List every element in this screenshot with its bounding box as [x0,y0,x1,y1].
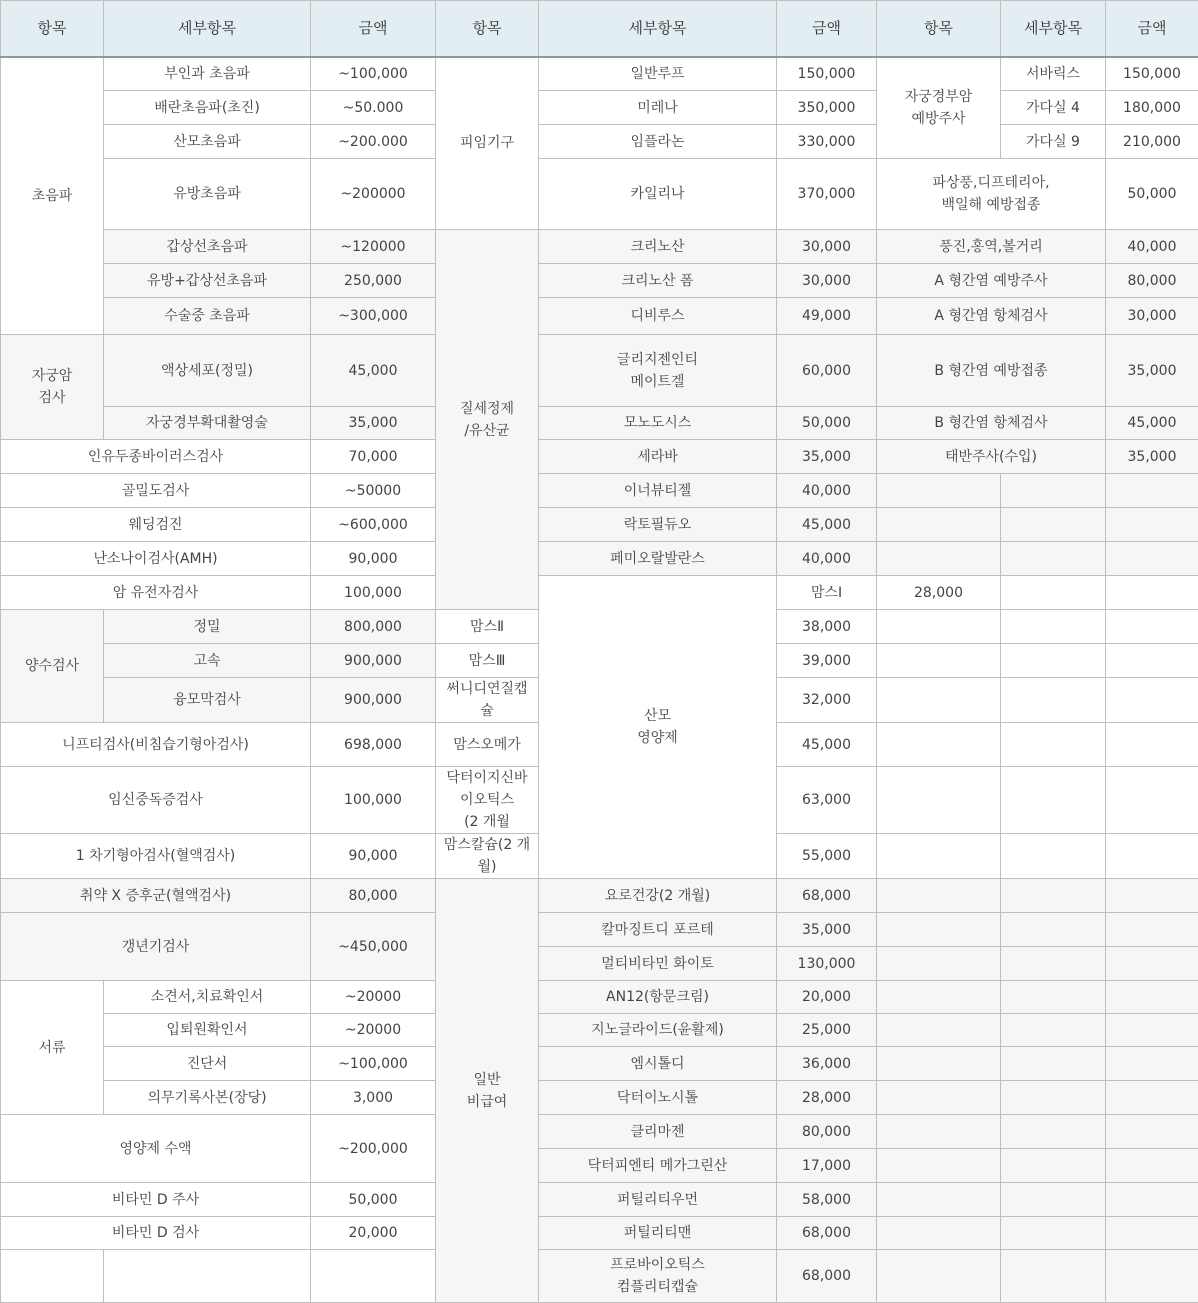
header-category: 항목 [436,1,539,57]
price-cell: 150,000 [1106,57,1198,91]
table-row [1,1183,1198,1217]
detail-cell: 갑상선초음파 [104,230,311,264]
empty-cell [1,1250,104,1303]
detail-cell: 비타민 D 주사 [1,1183,311,1217]
table-row [1,508,1198,542]
header-detail: 세부항목 [104,1,311,57]
detail-cell: A 형간염 예방주사 [877,264,1106,298]
table-row [1,407,1198,440]
empty-cell [877,723,1001,767]
detail-cell: 맘스오메가 [436,723,539,767]
price-cell: 90,000 [311,542,436,576]
empty-cell [1106,834,1198,879]
price-cell: ~450,000 [311,913,436,981]
detail-cell: 액상세포(정밀) [104,335,311,407]
detail-cell: 유방+갑상선초음파 [104,264,311,298]
detail-cell: 의무기록사본(장당) [104,1081,311,1115]
table-row [1,576,1198,610]
price-cell: 30,000 [777,264,877,298]
empty-cell [1106,474,1198,508]
empty-cell [1106,913,1198,947]
detail-cell: 풍진,홍역,볼거리 [877,230,1106,264]
price-cell: 150,000 [777,57,877,91]
detail-cell: 인유두종바이러스검사 [1,440,311,474]
price-cell: 35,000 [1106,335,1198,407]
empty-cell [1001,1047,1106,1081]
detail-cell: 페미오랄발란스 [539,542,777,576]
detail-cell: 글리지젠인티 메이트겔 [539,335,777,407]
header-row [1,1,1198,57]
detail-cell: 갱년기검사 [1,913,311,981]
empty-cell [1106,981,1198,1014]
price-cell: 45,000 [777,508,877,542]
empty-cell [877,1014,1001,1047]
detail-cell: 맘스Ⅱ [436,610,539,644]
empty-cell [1106,1183,1198,1217]
price-cell: 25,000 [777,1014,877,1047]
price-cell: 330,000 [777,125,877,159]
price-cell: 100,000 [311,576,436,610]
price-cell: 20,000 [311,1217,436,1250]
table-row [1,264,1198,298]
price-cell: 58,000 [777,1183,877,1217]
empty-cell [877,1250,1001,1303]
detail-cell: 암 유전자검사 [1,576,311,610]
header-detail: 세부항목 [539,1,777,57]
empty-cell [1001,474,1106,508]
detail-cell: 크리노산 [539,230,777,264]
detail-cell: 진단서 [104,1047,311,1081]
detail-cell: B 형간염 예방접종 [877,335,1106,407]
empty-cell [877,1047,1001,1081]
table-row [1,1014,1198,1047]
price-cell: 49,000 [777,298,877,335]
category-cell: 산모 영양제 [539,576,777,879]
price-cell: 3,000 [311,1081,436,1115]
detail-cell: 난소나이검사(AMH) [1,542,311,576]
table-row [1,1115,1198,1149]
table-row [1,981,1198,1014]
header-detail: 세부항목 [1001,1,1106,57]
empty-cell [1106,1217,1198,1250]
empty-cell [1001,610,1106,644]
detail-cell: 융모막검사 [104,678,311,723]
detail-cell: 입퇴원확인서 [104,1014,311,1047]
detail-cell: 멀티비타민 화이토 [539,947,777,981]
detail-cell: 니프티검사(비침습기형아검사) [1,723,311,767]
detail-cell: 고속 [104,644,311,678]
price-cell: 40,000 [777,474,877,508]
price-cell: 370,000 [777,159,877,230]
empty-cell [1106,644,1198,678]
detail-cell: 수술중 초음파 [104,298,311,335]
detail-cell: 서바릭스 [1001,57,1106,91]
empty-cell [877,834,1001,879]
price-cell: 35,000 [1106,440,1198,474]
price-cell: 68,000 [777,879,877,913]
price-cell: ~20000 [311,1014,436,1047]
empty-cell [1106,723,1198,767]
price-cell: 40,000 [777,542,877,576]
category-cell: 일반 비급여 [436,879,539,1303]
detail-cell: 산모초음파 [104,125,311,159]
price-cell: 17,000 [777,1149,877,1183]
header-price: 금액 [311,1,436,57]
empty-cell [1106,1081,1198,1115]
header-category: 항목 [877,1,1001,57]
empty-cell [1001,834,1106,879]
empty-cell [1106,1250,1198,1303]
detail-cell: 유방초음파 [104,159,311,230]
category-cell: 서류 [1,981,104,1115]
table-row [1,879,1198,913]
detail-cell: 크리노산 폼 [539,264,777,298]
price-cell: 80,000 [777,1115,877,1149]
empty-cell [877,913,1001,947]
empty-cell [877,474,1001,508]
header-category: 항목 [1,1,104,57]
detail-cell: 일반루프 [539,57,777,91]
price-cell: ~300,000 [311,298,436,335]
price-cell: 900,000 [311,678,436,723]
detail-cell: 맘스Ⅰ [777,576,877,610]
price-cell: 60,000 [777,335,877,407]
price-cell: ~20000 [311,981,436,1014]
category-cell: 양수검사 [1,610,104,723]
header-price: 금액 [777,1,877,57]
empty-cell [1106,610,1198,644]
table-row [1,474,1198,508]
empty-cell [1001,981,1106,1014]
empty-cell [877,767,1001,834]
table-row [1,57,1198,91]
price-cell: ~200,000 [311,1115,436,1183]
empty-cell [1106,1115,1198,1149]
detail-cell: 태반주사(수입) [877,440,1106,474]
empty-cell [1001,576,1106,610]
detail-cell: 미레나 [539,91,777,125]
price-cell: 50,000 [311,1183,436,1217]
price-cell: ~100,000 [311,57,436,91]
price-cell: 63,000 [777,767,877,834]
empty-cell [311,1250,436,1303]
detail-cell: 자궁경부확대촬영술 [104,407,311,440]
header-price: 금액 [1106,1,1198,57]
price-cell: 900,000 [311,644,436,678]
table-row [1,1250,1198,1303]
price-cell: 68,000 [777,1217,877,1250]
empty-cell [1106,542,1198,576]
empty-cell [1001,678,1106,723]
empty-cell [1001,1014,1106,1047]
detail-cell: 클리마젠 [539,1115,777,1149]
empty-cell [877,1115,1001,1149]
detail-cell: 닥터이노시톨 [539,1081,777,1115]
price-cell: 100,000 [311,767,436,834]
table-row [1,1081,1198,1115]
price-cell: 30,000 [777,230,877,264]
category-cell: 질세정제 /유산균 [436,230,539,610]
empty-cell [1001,767,1106,834]
table-row [1,913,1198,947]
detail-cell: 취약 X 증후군(혈액검사) [1,879,311,913]
detail-cell: 칼마징트디 포르테 [539,913,777,947]
price-cell: 45,000 [311,335,436,407]
table-row [1,1047,1198,1081]
empty-cell [1001,913,1106,947]
price-cell: 35,000 [777,440,877,474]
price-cell: 32,000 [777,678,877,723]
empty-cell [1106,576,1198,610]
empty-cell [877,542,1001,576]
empty-cell [1001,542,1106,576]
detail-cell: 프로바이오틱스 컴플리티캡슐 [539,1250,777,1303]
empty-cell [1001,723,1106,767]
detail-cell: 임플라논 [539,125,777,159]
table-row [1,91,1198,125]
price-cell: 38,000 [777,610,877,644]
empty-cell [877,1149,1001,1183]
price-cell: 30,000 [1106,298,1198,335]
detail-cell: 세라바 [539,440,777,474]
table-row [1,159,1198,230]
price-cell: 180,000 [1106,91,1198,125]
detail-cell: 소견서,치료확인서 [104,981,311,1014]
detail-cell: 비타민 D 검사 [1,1217,311,1250]
price-cell: 36,000 [777,1047,877,1081]
empty-cell [1001,947,1106,981]
empty-cell [877,1183,1001,1217]
detail-cell: 모노도시스 [539,407,777,440]
empty-cell [1001,1081,1106,1115]
empty-cell [877,1081,1001,1115]
price-cell: 90,000 [311,834,436,879]
empty-cell [1001,879,1106,913]
empty-cell [877,508,1001,542]
category-cell: 자궁암 검사 [1,335,104,440]
price-cell: 35,000 [777,913,877,947]
category-cell: 피임기구 [436,57,539,230]
empty-cell [1106,767,1198,834]
detail-cell: 이너뷰티젤 [539,474,777,508]
price-cell: 55,000 [777,834,877,879]
price-cell: ~200.000 [311,125,436,159]
detail-cell: 파상풍,디프테리아, 백일해 예방접종 [877,159,1106,230]
table-row [1,1217,1198,1250]
price-cell: 28,000 [877,576,1001,610]
price-cell: ~120000 [311,230,436,264]
detail-cell: 퍼틸리티우먼 [539,1183,777,1217]
detail-cell: 맘스Ⅲ [436,644,539,678]
price-cell: 39,000 [777,644,877,678]
empty-cell [877,678,1001,723]
empty-cell [1001,1250,1106,1303]
empty-cell [877,947,1001,981]
detail-cell: 카일리나 [539,159,777,230]
detail-cell: 퍼틸리티맨 [539,1217,777,1250]
detail-cell: A 형간염 항체검사 [877,298,1106,335]
detail-cell: 임신중독증검사 [1,767,311,834]
detail-cell: 골밀도검사 [1,474,311,508]
price-cell: ~50.000 [311,91,436,125]
price-cell: 45,000 [1106,407,1198,440]
empty-cell [1001,1183,1106,1217]
detail-cell: 닥터이지신바이오틱스 (2 개월 [436,767,539,834]
empty-cell [1001,1217,1106,1250]
empty-cell [1106,678,1198,723]
price-cell: 80,000 [311,879,436,913]
detail-cell: 정밀 [104,610,311,644]
category-cell: 초음파 [1,57,104,335]
detail-cell: 써니디연질캡슐 [436,678,539,723]
detail-cell: 맘스칼슘(2 개월) [436,834,539,879]
price-cell: 210,000 [1106,125,1198,159]
price-cell: 68,000 [777,1250,877,1303]
empty-cell [1106,947,1198,981]
table-row [1,440,1198,474]
empty-cell [877,644,1001,678]
detail-cell: 엠시톨디 [539,1047,777,1081]
table-row [1,298,1198,335]
empty-cell [1106,1149,1198,1183]
price-cell: 800,000 [311,610,436,644]
price-cell: 350,000 [777,91,877,125]
empty-cell [877,879,1001,913]
price-cell: 698,000 [311,723,436,767]
detail-cell: 가다실 4 [1001,91,1106,125]
table-row [1,230,1198,264]
price-cell: 80,000 [1106,264,1198,298]
detail-cell: 가다실 9 [1001,125,1106,159]
empty-cell [1001,644,1106,678]
empty-cell [1106,879,1198,913]
detail-cell: 부인과 초음파 [104,57,311,91]
table-row [1,542,1198,576]
price-cell: ~50000 [311,474,436,508]
price-cell: 250,000 [311,264,436,298]
detail-cell: 영양제 수액 [1,1115,311,1183]
detail-cell: 지노글라이드(윤활제) [539,1014,777,1047]
price-cell: 45,000 [777,723,877,767]
price-cell: ~100,000 [311,1047,436,1081]
detail-cell: 웨딩검진 [1,508,311,542]
empty-cell [1106,1047,1198,1081]
table-row [1,335,1198,407]
detail-cell: 락토필듀오 [539,508,777,542]
empty-cell [1106,508,1198,542]
empty-cell [1001,1149,1106,1183]
price-cell: 35,000 [311,407,436,440]
empty-cell [877,610,1001,644]
table-row [1,125,1198,159]
price-cell: 50,000 [1106,159,1198,230]
empty-cell [104,1250,311,1303]
empty-cell [1001,1115,1106,1149]
empty-cell [877,1217,1001,1250]
detail-cell: 닥터피엔티 메가그린산 [539,1149,777,1183]
detail-cell: 요로건강(2 개월) [539,879,777,913]
price-cell: 20,000 [777,981,877,1014]
empty-cell [1106,1014,1198,1047]
empty-cell [1001,508,1106,542]
price-cell: 130,000 [777,947,877,981]
price-cell: 70,000 [311,440,436,474]
price-cell: 50,000 [777,407,877,440]
category-cell: 자궁경부암 예방주사 [877,57,1001,159]
detail-cell: 1 차기형아검사(혈액검사) [1,834,311,879]
empty-cell [877,981,1001,1014]
price-cell: 28,000 [777,1081,877,1115]
price-cell: ~600,000 [311,508,436,542]
detail-cell: B 형간염 항체검사 [877,407,1106,440]
price-cell: ~200000 [311,159,436,230]
detail-cell: 배란초음파(초진) [104,91,311,125]
detail-cell: AN12(항문크림) [539,981,777,1014]
detail-cell: 디비루스 [539,298,777,335]
price-cell: 40,000 [1106,230,1198,264]
